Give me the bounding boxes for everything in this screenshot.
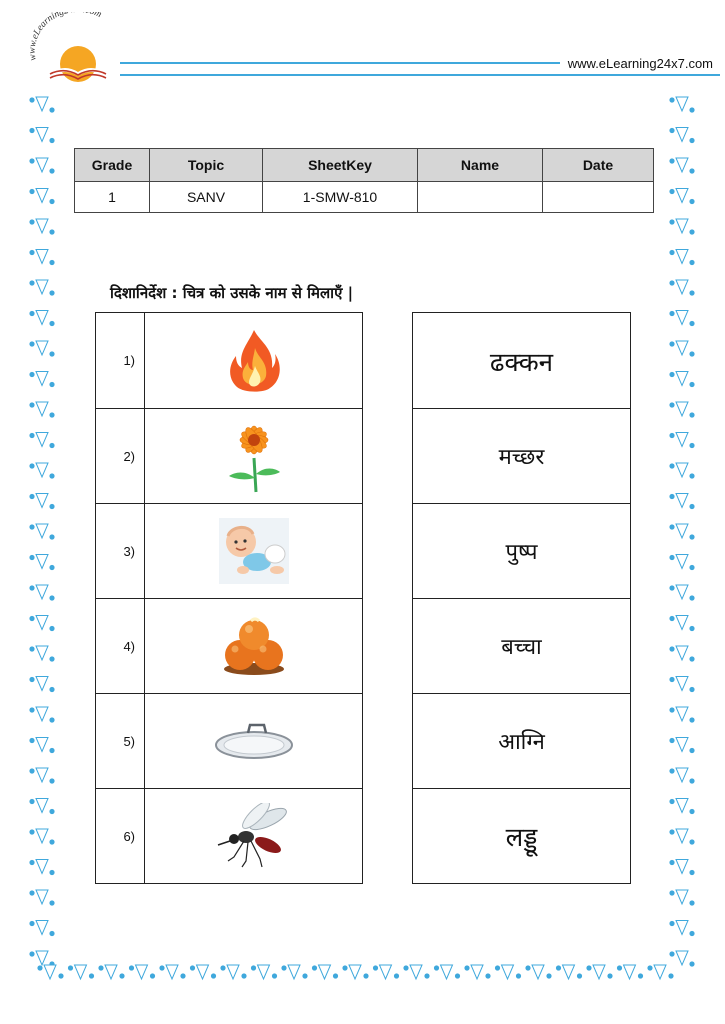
word-option: मच्छर <box>498 445 545 470</box>
name-field[interactable] <box>418 182 543 213</box>
item-number: 4) <box>96 599 145 693</box>
word-column <box>412 312 631 884</box>
picture-row[interactable] <box>96 598 362 693</box>
date-field[interactable] <box>543 182 654 213</box>
item-number: 5) <box>96 694 145 788</box>
baby-icon <box>219 518 289 584</box>
word-option: बच्चा <box>501 635 542 660</box>
header-divider <box>120 62 560 64</box>
word-row[interactable] <box>413 788 630 883</box>
item-number: 3) <box>96 504 145 598</box>
logo-text: www.eLearning m <box>28 12 103 62</box>
flower-icon <box>223 418 285 494</box>
item-number: 2) <box>96 409 145 503</box>
picture-row[interactable] <box>96 788 362 883</box>
topic-value: SANV <box>150 182 263 213</box>
header-divider <box>120 74 720 76</box>
picture-row[interactable] <box>96 408 362 503</box>
word-option: आग्नि <box>498 730 545 755</box>
sheetkey-header: SheetKey <box>263 149 418 182</box>
worksheet-info-table <box>74 148 654 213</box>
lid-icon <box>212 719 296 763</box>
sheetkey-value: 1-SMW-810 <box>263 182 418 213</box>
item-number: 1) <box>96 313 145 408</box>
mosquito-icon <box>216 803 292 869</box>
name-header: Name <box>418 149 543 182</box>
grade-value: 1 <box>75 182 150 213</box>
topic-header: Topic <box>150 149 263 182</box>
picture-column <box>95 312 363 884</box>
grade-header: Grade <box>75 149 150 182</box>
site-logo <box>28 12 128 90</box>
word-option: ढक्कन <box>489 347 554 378</box>
date-header: Date <box>543 149 654 182</box>
word-row[interactable] <box>413 598 630 693</box>
word-row[interactable] <box>413 408 630 503</box>
picture-row[interactable] <box>96 693 362 788</box>
fire-icon <box>224 328 284 394</box>
instructions: दिशानिर्देश : चित्र को उसके नाम से मिलाएँ | <box>110 284 354 302</box>
item-number: 6) <box>96 789 145 883</box>
word-row[interactable] <box>413 693 630 788</box>
picture-row[interactable] <box>96 503 362 598</box>
word-row[interactable] <box>413 503 630 598</box>
site-url[interactable]: www.eLearning24x7.com <box>567 56 713 71</box>
picture-row[interactable] <box>96 313 362 408</box>
word-option: पुष्प <box>505 540 538 565</box>
laddu-icon <box>221 615 287 677</box>
word-option: लड्डू <box>505 823 538 853</box>
word-row[interactable] <box>413 313 630 408</box>
